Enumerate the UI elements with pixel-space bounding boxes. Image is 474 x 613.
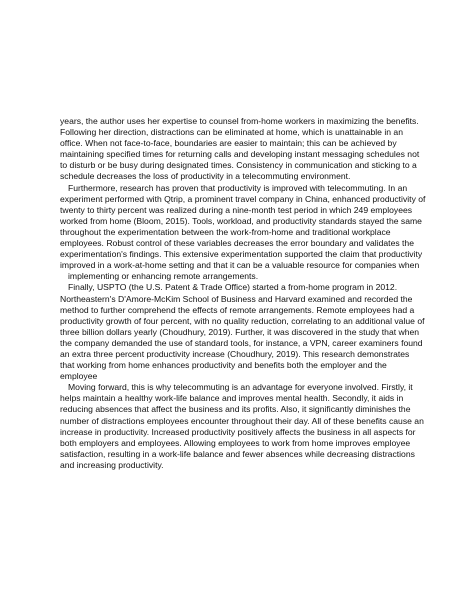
text-line: years, the author uses her expertise to counsel from-home workers in maximizing the benefits. bbox=[60, 116, 419, 126]
text-line: and increasing productivity. bbox=[60, 459, 164, 470]
document-body bbox=[60, 116, 426, 471]
text-line: Furthermore, research has proven that productivity is improved with telecommuting. In an bbox=[68, 182, 408, 193]
text-line: reducing absences that affect the business and its profits. Also, it significantly diminishes the bbox=[60, 404, 411, 415]
text-line: twenty to thirty percent was realized during a nine-month test period in which 249 employees bbox=[60, 204, 413, 215]
text-line: throughout the experimentation between the work-from-home and traditional workplace bbox=[60, 226, 391, 237]
text-line: employee bbox=[60, 371, 98, 382]
paragraph-3 bbox=[60, 282, 425, 382]
text-line: Northeastern's D'Amore-McKim School of Business and Harvard examined and recorded the bbox=[60, 293, 413, 304]
paragraph-1 bbox=[60, 116, 420, 183]
text-line: an extra three percent productivity increase (Choudhury, 2019). This research demonstrates bbox=[60, 348, 410, 359]
text-line: maintaining specified times for returning calls and developing instant messaging schedules not bbox=[60, 149, 420, 160]
text-line: the company demanded the use of standard tools, for instance, a VPN, career examiners found bbox=[60, 337, 423, 348]
text-line: implementing or enhancing remote arrangements. bbox=[68, 271, 259, 282]
text-line: schedule decreases the loss of productivity in a telecommuting environment. bbox=[60, 171, 351, 182]
text-line: satisfaction, resulting in a work-life balance and fewer absences while decreasing distractions bbox=[60, 448, 415, 459]
text-line: employees. Robust control of these variables decreases the error boundary and validates the bbox=[60, 238, 414, 249]
text-line: productivity growth of four percent, with no quality reduction, correlating to an additional value of bbox=[60, 315, 425, 326]
text-line: both employers and employees. Allowing employees to work from home improves employee bbox=[60, 437, 411, 448]
text-line: three billion dollars yearly (Choudhury, 2019). Further, it was discovered in the study that when bbox=[60, 326, 420, 337]
paragraph-4 bbox=[60, 382, 424, 471]
text-line: improved in a work-at-home setting and that it can be a valuable resource for companies when bbox=[60, 260, 420, 271]
text-line: Finally, USPTO (the U.S. Patent & Trade Office) started a from-home program in 2012. bbox=[68, 282, 398, 293]
text-line: experiment performed with Qtrip, a prominent travel company in China, enhanced productivity of bbox=[60, 193, 426, 204]
paragraph-2 bbox=[60, 182, 426, 283]
text-line: office. When not face-to-face, boundaries are easier to maintain; this can be achieved by bbox=[60, 138, 397, 149]
text-line: method to further comprehend the effects of remote arrangements. Remote employees had a bbox=[60, 304, 415, 315]
text-line: Following her direction, distractions can be eliminated at home, which is unattainable in an bbox=[60, 127, 403, 138]
text-line: Moving forward, this is why telecommuting is an advantage for everyone involved. Firstly, it bbox=[68, 382, 413, 393]
text-line: number of distractions employees encounter throughout their day. All of these benefits cause an bbox=[60, 415, 424, 426]
text-line: to disturb or be busy during designated times. Consistency in communication and sticking to a bbox=[60, 160, 417, 171]
text-line: helps maintain a healthy work-life balance and improves mental health. Secondly, it aids in bbox=[60, 393, 404, 404]
text-line: increase in productivity. Increased productivity positively affects the business in all aspects for bbox=[60, 426, 416, 437]
text-line: worked from home (Bloom, 2015). Tools, workload, and productivity standards stayed the same bbox=[60, 215, 422, 226]
text-line: experimentation's findings. This extensive experimentation supported the claim that productivity bbox=[60, 249, 423, 260]
text-line: that working from home enhances productivity and benefits both the employer and the bbox=[60, 360, 387, 371]
